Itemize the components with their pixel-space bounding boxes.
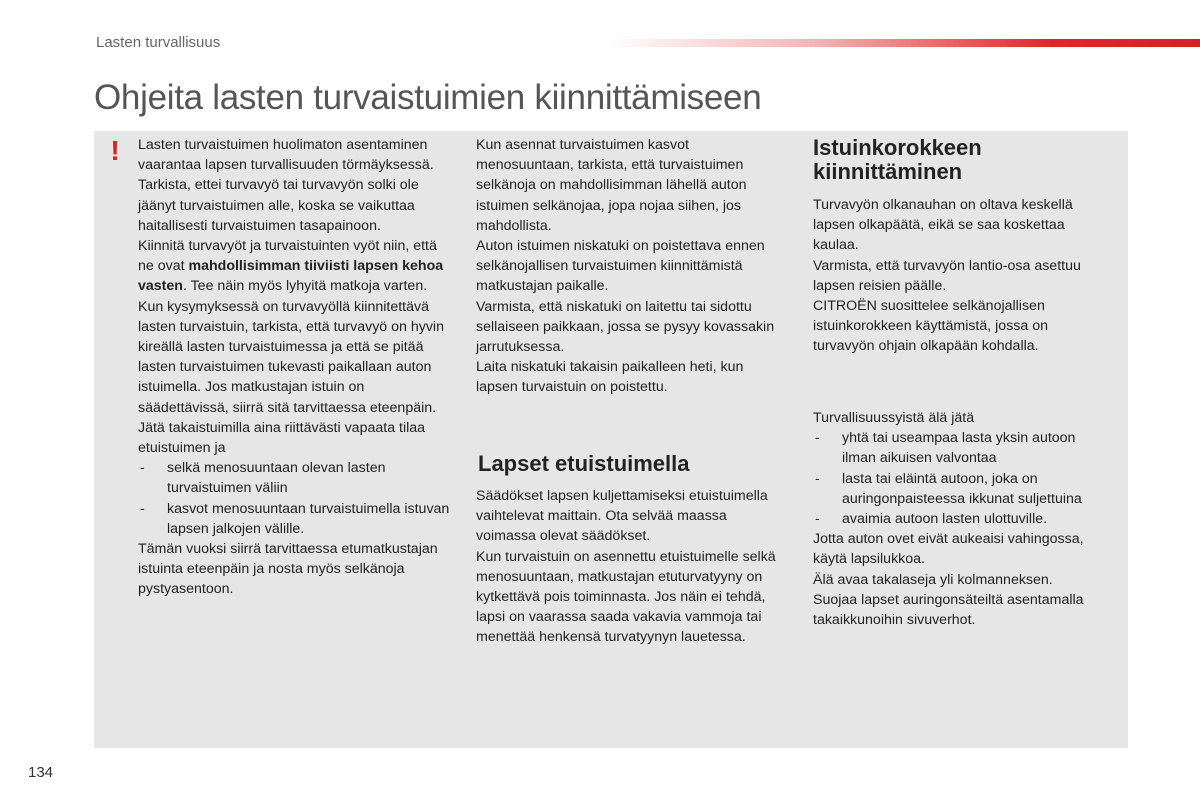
- paragraph: Turvavyön olkanauhan on oltava keskellä lapsen olkapäätä, eikä se saa koskettaa kaulaa.: [813, 197, 1073, 254]
- list-item-text: kasvot menosuuntaan turvaistuimella istuvan lapsen jalkojen välille.: [167, 500, 450, 537]
- list-item: [813, 509, 1113, 529]
- section-label: Lasten turvallisuus: [96, 34, 221, 51]
- paragraph: Säädökset lapsen kuljettamiseksi etuistuimella vaihtelevat maittain. Ota selvää maassa voimassa olevat säädökset.: [476, 488, 768, 545]
- list-marker: -: [140, 500, 145, 517]
- paragraph: Lasten turvaistuimen huolimaton asentaminen vaarantaa lapsen turvallisuuden törmäyksessä.: [138, 137, 434, 174]
- paragraph-text: . Tee näin myös lyhyitä matkoja varten.: [182, 278, 428, 295]
- paragraph: Varmista, että niskatuki on laitettu tai sidottu sellaiseen paikkaan, jossa se pysyy kovassakin jarrutuksessa.: [476, 298, 775, 356]
- column-right-lower: [813, 408, 1113, 630]
- list-item-text: avaimia autoon lasten ulottuville.: [842, 511, 1048, 528]
- column-right-upper: [813, 195, 1113, 357]
- list-item-text: lasta tai eläintä autoon, joka on auringonpaisteessa ikkunat suljettuina: [842, 470, 1082, 507]
- paragraph: Laita niskatuki takaisin paikalleen heti, kun lapsen turvaistuin on poistettu.: [476, 359, 744, 396]
- paragraph: CITROËN suosittelee selkänojallisen istuinkorokkeen käyttämistä, jossa on turvavyön ohjain olkapään kohdalla.: [813, 298, 1048, 355]
- list-item-text: selkä menosuuntaan olevan lasten turvaistuimen väliin: [167, 460, 386, 497]
- page-title: Ohjeita lasten turvaistuimien kiinnittämiseen: [94, 78, 762, 117]
- header-accent-bar: [605, 39, 1200, 47]
- paragraph: [138, 236, 453, 297]
- paragraph: Turvallisuussyistä älä jätä: [813, 410, 975, 426]
- list-marker: -: [815, 511, 820, 528]
- paragraph: Kun turvaistuin on asennettu etuistuimelle selkä menosuuntaan, matkustajan etuturvatyyny on kytkettävä pois toiminnasta. Jos näin ei tehdä, lapsi on vaarassa saada vakavia vammoja tai menettää henkensä turvatyynyn lauetessa.: [476, 548, 776, 646]
- list-item: [813, 469, 1113, 509]
- list-item: [138, 458, 453, 498]
- list-marker: -: [140, 460, 145, 477]
- paragraph-text: Kiinnitä turvavyöt ja turvaistuinten vyöt niin, että ne ovat: [138, 238, 437, 275]
- paragraph: Jotta auton ovet eivät aukeaisi vahingossa, käytä lapsilukkoa.: [813, 531, 1084, 568]
- list-item: [813, 428, 1113, 468]
- paragraph: Älä avaa takalaseja yli kolmanneksen.: [813, 571, 1053, 588]
- bold-text: mahdollisimman tiiviisti lapsen kehoa vasten: [138, 258, 444, 295]
- page-number: 134: [28, 764, 54, 781]
- list-item-text: yhtä tai useampaa lasta yksin autoon ilman aikuisen valvontaa: [842, 430, 1076, 467]
- paragraph: Auton istuimen niskatuki on poistettava ennen selkänojallisen turvaistuimen kiinnittämistä matkustajan paikalle.: [476, 238, 765, 295]
- list-marker: -: [815, 470, 820, 487]
- paragraph: Tarkista, ettei turvavyö tai turvavyön solki ole jäänyt turvaistuimen alle, koska se vaikuttaa haitallisesti turvaistuimen tasapainoon.: [138, 177, 419, 234]
- list-marker: -: [815, 430, 820, 447]
- column-left: [138, 135, 453, 600]
- column-middle: [476, 135, 781, 398]
- exclamation-warning-icon: !: [110, 135, 120, 166]
- paragraph: Varmista, että turvavyön lantio-osa asettuu lapsen reisien päälle.: [813, 257, 1081, 294]
- section-heading-booster-seat: Istuinkorokkeen kiinnittäminen: [813, 135, 982, 184]
- section-heading-front-seat: Lapset etuistuimella: [478, 451, 690, 476]
- paragraph: Kun kysymyksessä on turvavyöllä kiinnitettävä lasten turvaistuin, tarkista, että turvavyö on hyvin kireällä lasten turvaistuimessa ja että se pitää lasten turvaistuimen tukevasti paikallaan auton istuimella. Jos matkustajan istuin on säädettävissä, siirrä sitä tarvittaessa eteenpäin.: [138, 298, 444, 416]
- paragraph: Suojaa lapset auringonsäteiltä asentamalla takaikkunoihin sivuverhot.: [813, 591, 1084, 629]
- paragraph: Kun asennat turvaistuimen kasvot menosuuntaan, tarkista, että turvaistuimen selkänoja on mahdollisimman lähellä auton istuimen selkänojaa, jopa nojaa siihen, jos mahdollista.: [476, 137, 747, 234]
- paragraph: Tämän vuoksi siirrä tarvittaessa etumatkustajan istuinta eteenpäin ja nosta myös selkänoja pystyasentoon.: [138, 541, 438, 598]
- paragraph: Jätä takaistuimilla aina riittävästi vapaata tilaa etuistuimen ja: [138, 419, 426, 457]
- list-item: [138, 499, 453, 539]
- column-middle-lower: [476, 486, 781, 648]
